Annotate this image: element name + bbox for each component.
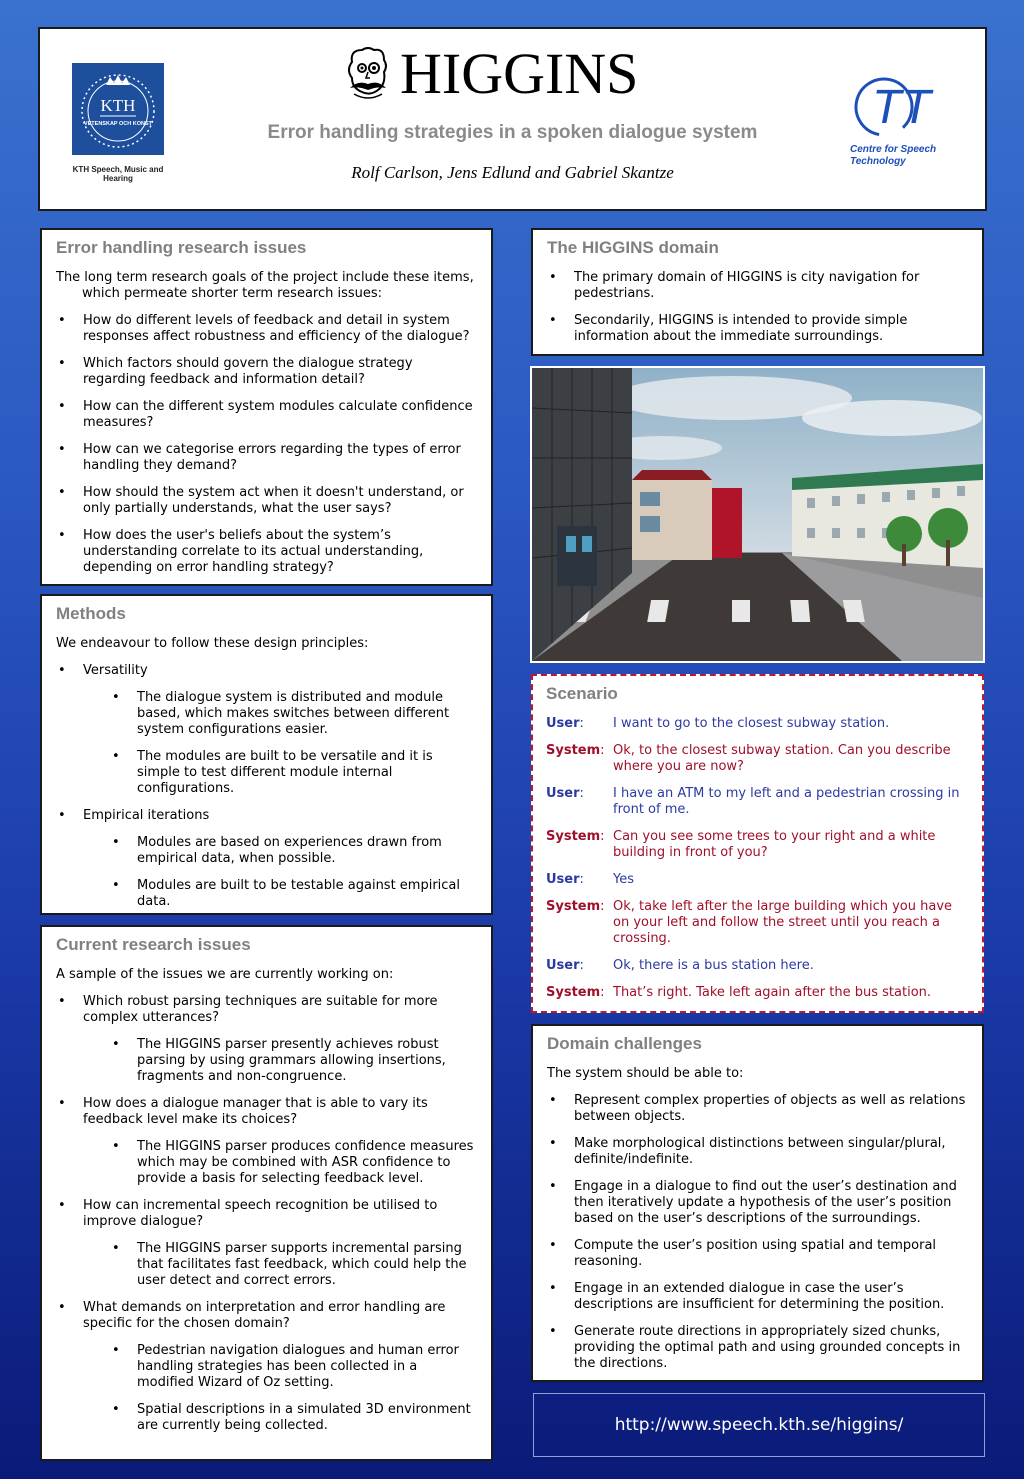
current-research-panel: [40, 925, 493, 1461]
list-item: • Secondarily, HIGGINS is intended to provide simple information about the immediate surroundings.: [547, 313, 969, 345]
list-item: • The dialogue system is distributed and module based, which makes switches between different system configurations easier.: [110, 690, 478, 738]
list-item: • Make morphological distinctions between singular/plural, definite/indefinite.: [547, 1136, 969, 1168]
svg-text:TT: TT: [872, 81, 931, 134]
challenges-list: [547, 1093, 969, 1372]
methods-list: [56, 663, 478, 910]
dialogue-turn-system: [546, 829, 969, 861]
turn-text: I want to go to the closest subway station.: [613, 716, 890, 731]
error-handling-panel: [40, 228, 493, 586]
speaker-label: System: [546, 743, 601, 758]
current-research-heading: Current research issues: [56, 935, 251, 954]
speaker-label: System: [546, 985, 601, 1000]
list-item: • Engage in an extended dialogue in case the user’s descriptions are insufficient for determining the position.: [547, 1281, 969, 1313]
turn-text: I have an ATM to my left and a pedestrian crossing in front of me.: [613, 786, 960, 817]
question-text: How does a dialogue manager that is able to vary its feedback level make its choices?: [83, 1096, 428, 1127]
list-item: • The primary domain of HIGGINS is city navigation for pedestrians.: [547, 270, 969, 302]
project-url[interactable]: http://www.speech.kth.se/higgins/: [533, 1393, 985, 1457]
dialogue-turn-system: [546, 743, 969, 775]
list-item: • Compute the user’s position using spatial and temporal reasoning.: [547, 1238, 969, 1270]
error-handling-intro: The long term research goals of the project include these items, which permeate shorter term research issues:: [56, 270, 474, 301]
svg-text:KTH: KTH: [100, 96, 136, 115]
turn-text: Can you see some trees to your right and a white building in front of you?: [613, 829, 936, 860]
speaker-label: User: [546, 716, 580, 731]
list-item: • The HIGGINS parser presently achieves robust parsing by using grammars allowing insertions, fragments and non-congruence.: [110, 1037, 478, 1085]
speaker-label: User: [546, 872, 580, 887]
domain-panel: [531, 228, 984, 356]
question-text: What demands on interpretation and error handling are specific for the chosen domain?: [83, 1300, 446, 1331]
turn-text: Ok, to the closest subway station. Can you describe where you are now?: [613, 743, 951, 774]
turn-text: Ok, take left after the large building which you have on your left and follow the street until you reach a crossing.: [613, 899, 953, 946]
ctt-logo: [848, 71, 948, 141]
list-item: [56, 808, 478, 910]
list-item: • Modules are based on experiences drawn from empirical data, when possible.: [110, 835, 478, 867]
poster-subtitle: Error handling strategies in a spoken dialogue system: [267, 122, 758, 143]
city-scene-image: [530, 366, 985, 663]
list-item: • The HIGGINS parser produces confidence measures which may be combined with ASR confidence to provide a basis for selecting feedback level.: [110, 1139, 478, 1187]
title-row: [340, 41, 638, 107]
speaker-colon: :: [579, 958, 584, 973]
versatility-label: Versatility: [83, 663, 148, 678]
list-item: [56, 1096, 478, 1187]
turn-text: Ok, there is a bus station here.: [613, 958, 814, 973]
list-item: [56, 1300, 478, 1434]
speaker-label: System: [546, 829, 601, 844]
list-item: • Which factors should govern the dialogue strategy regarding feedback and information detail?: [56, 356, 478, 388]
list-item: • Modules are built to be testable against empirical data.: [110, 878, 478, 910]
challenges-panel: [531, 1024, 984, 1382]
speaker-colon: :: [600, 743, 605, 758]
dialogue-turn-user: [546, 716, 969, 732]
domain-heading: The HIGGINS domain: [547, 238, 719, 257]
scenario-panel: [531, 674, 984, 1013]
ctt-caption: Centre for Speech Technology: [850, 144, 937, 167]
poster-header: [38, 27, 987, 211]
speaker-colon: :: [579, 786, 584, 801]
error-handling-list: [56, 313, 478, 576]
poster-title: HIGGINS: [400, 41, 639, 106]
list-item: • Generate route directions in appropriately sized chunks, providing the optimal path and using grounded concepts in the directions.: [547, 1324, 969, 1372]
list-item: • Represent complex properties of objects as well as relations between objects.: [547, 1093, 969, 1125]
speaker-label: System: [546, 899, 601, 914]
kth-caption: KTH Speech, Music and Hearing: [72, 165, 164, 183]
scenario-heading: Scenario: [546, 684, 618, 703]
list-item: • How can the different system modules calculate confidence measures?: [56, 399, 478, 431]
list-item: • How should the system act when it doesn't understand, or only partially understands, what the user says?: [56, 485, 478, 517]
list-item: • Engage in a dialogue to find out the user’s destination and then iteratively update a hypothesis of the user’s position based on the user’s descriptions of the surroundings.: [547, 1179, 969, 1227]
methods-heading: Methods: [56, 604, 126, 623]
list-item: [56, 1198, 478, 1289]
list-item: • The modules are built to be versatile and it is simple to test different module internal configurations.: [110, 749, 478, 797]
current-research-intro: A sample of the issues we are currently working on:: [56, 967, 394, 982]
dialogue-turn-system: [546, 985, 969, 1001]
speaker-label: User: [546, 958, 580, 973]
speaker-colon: :: [600, 899, 605, 914]
dialogue-turn-user: [546, 958, 969, 974]
challenges-heading: Domain challenges: [547, 1034, 702, 1053]
list-item: [56, 994, 478, 1085]
domain-list: [547, 270, 969, 345]
speaker-colon: :: [579, 716, 584, 731]
dialogue-turn-user: [546, 872, 969, 888]
list-item: • How can we categorise errors regarding the types of error handling they demand?: [56, 442, 478, 474]
speaker-colon: :: [600, 985, 605, 1000]
list-item: [56, 663, 478, 797]
question-text: Which robust parsing techniques are suitable for more complex utterances?: [83, 994, 438, 1025]
methods-panel: [40, 594, 493, 915]
challenges-intro: The system should be able to:: [547, 1066, 744, 1081]
list-item: • How does the user's beliefs about the system’s understanding correlate to its actual understanding, depending on error handling strategy?: [56, 528, 478, 576]
dialogue-turn-system: [546, 899, 969, 947]
turn-text: That’s right. Take left again after the bus station.: [613, 985, 932, 1000]
dialogue-turn-user: [546, 786, 969, 818]
svg-text:VETENSKAP OCH KONST: VETENSKAP OCH KONST: [83, 121, 153, 127]
list-item: • Spatial descriptions in a simulated 3D environment are currently being collected.: [110, 1402, 478, 1434]
current-research-list: [56, 994, 478, 1434]
turn-text: Yes: [613, 872, 634, 887]
list-item: • The HIGGINS parser supports incremental parsing that facilitates fast feedback, which could help the user detect and correct errors.: [110, 1241, 478, 1289]
higgins-face-icon: [340, 44, 394, 104]
authors: Rolf Carlson, Jens Edlund and Gabriel Skantze: [351, 163, 674, 182]
question-text: How can incremental speech recognition be utilised to improve dialogue?: [83, 1198, 438, 1229]
list-item: • How do different levels of feedback and detail in system responses affect robustness and efficiency of the dialogue?: [56, 313, 478, 345]
speaker-colon: :: [600, 829, 605, 844]
empirical-label: Empirical iterations: [83, 808, 210, 823]
list-item: • Pedestrian navigation dialogues and human error handling strategies has been collected in a modified Wizard of Oz setting.: [110, 1343, 478, 1391]
speaker-colon: :: [579, 872, 584, 887]
methods-intro: We endeavour to follow these design principles:: [56, 636, 369, 651]
error-handling-heading: Error handling research issues: [56, 238, 307, 257]
speaker-label: User: [546, 786, 580, 801]
